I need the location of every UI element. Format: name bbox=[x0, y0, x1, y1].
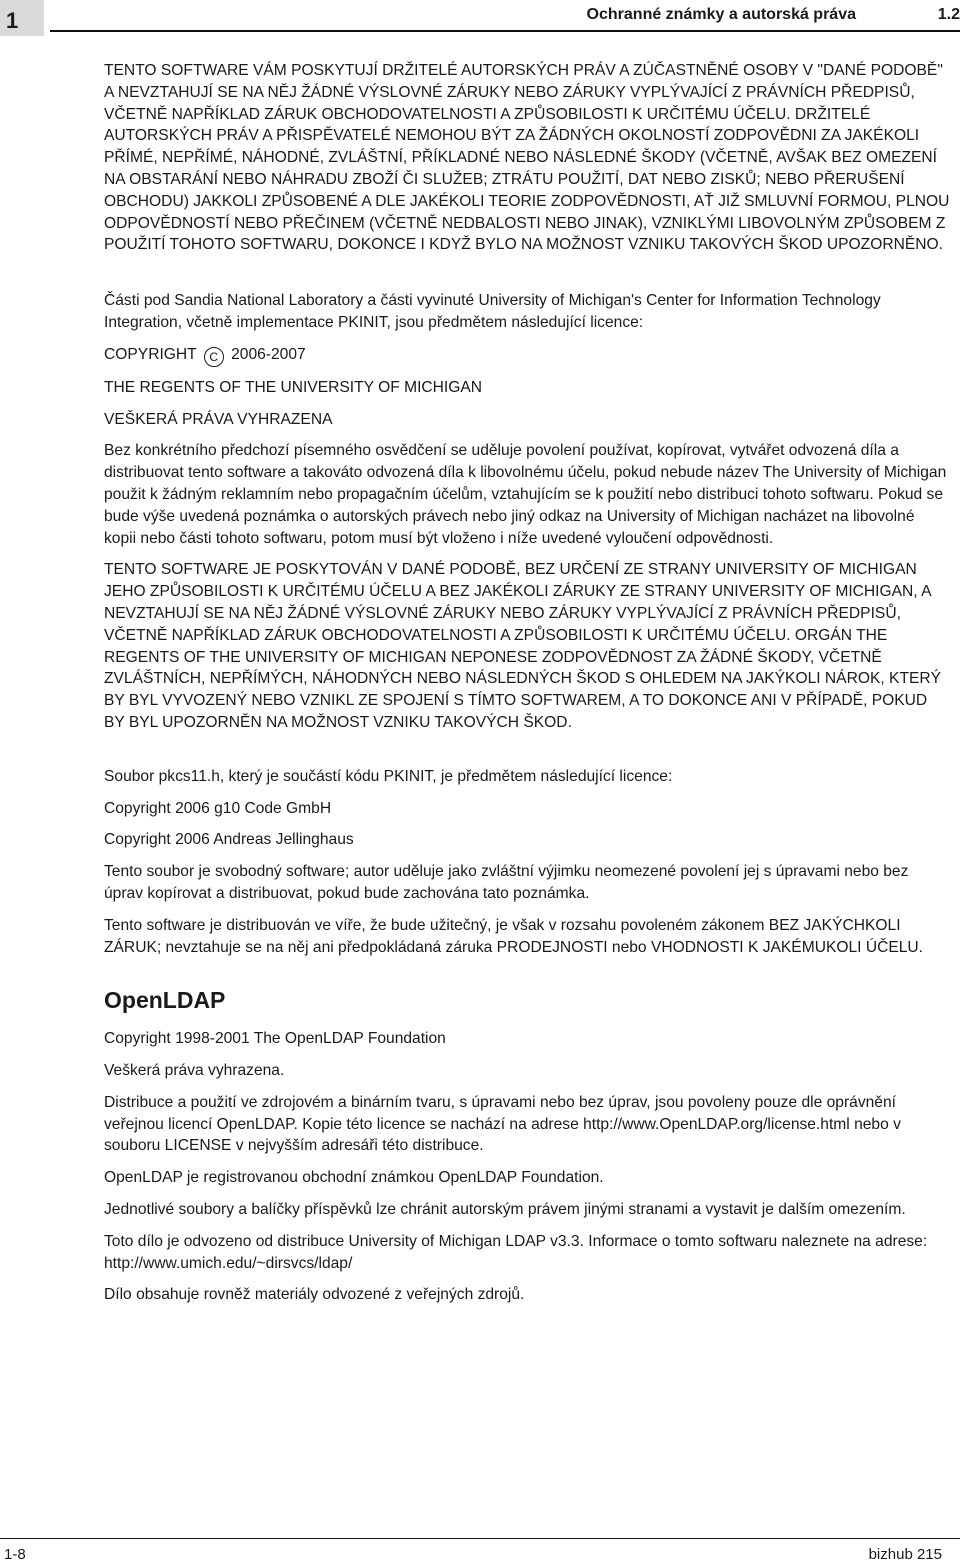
free-software-paragraph: Tento soubor je svobodný software; autor uděluje jako zvláštní výjimku neomezené povolení jej s úpravami nebo bez úprav kopírovat a distribuovat, pokud bude zachována tato poznámka. bbox=[104, 863, 909, 902]
openldap-heading: OpenLDAP bbox=[104, 987, 226, 1014]
chapter-title: Ochranné známky a autorská práva bbox=[586, 6, 856, 23]
rights-reserved-line: VEŠKERÁ PRÁVA VYHRAZENA bbox=[104, 410, 333, 428]
openldap-contrib-paragraph: Jednotlivé soubory a balíčky příspěvků lze chránit autorským právem jinými stranami a vystavit je dalším omezením. bbox=[104, 1201, 906, 1219]
g10-copyright-line: Copyright 2006 g10 Code GmbH bbox=[104, 799, 332, 817]
openldap-copyright-line: Copyright 1998-2001 The OpenLDAP Foundation bbox=[104, 1030, 446, 1048]
license-intro-paragraph: Části pod Sandia National Laboratory a části vyvinuté University of Michigan's Center for Information Technology Integration, včetně implementace PKINIT, jsou předmětem následující licence: bbox=[104, 292, 881, 331]
permission-paragraph: Bez konkrétního předchozí písemného osvědčení se uděluje povolení používat, kopírovat, vytvářet odvozená díla a distribuovat tento software a takováto odvozená díla k libovolnému účelu, pokud nebude název The University of Michigan použit k žádným reklamním nebo propagačním účelům, vztahujícím se k použití nebo distribuci tohoto softwaru. Pokud se bude výše uvedená poznámka o autorských právech nebo jiný odkaz na University of Michigan nacházet na libovolné kopii nebo části tohoto softwaru, potom musí být vloženo i níže uvedené vyloučení odpovědnosti. bbox=[104, 442, 947, 547]
warranty-paragraph: Tento software je distribuován ve víře, že bude užitečný, je však v rozsahu povoleném zákonem BEZ JAKÝCHKOLI ZÁRUK; nevztahuje se na něj ani předpokládaná záruka PRODEJNOSTI nebo VHODNOSTI K JAKÉMUKOLI ÚČELU. bbox=[104, 916, 924, 956]
copyright-prefix: COPYRIGHT bbox=[104, 345, 197, 363]
openldap-rights-line: Veškerá práva vyhrazena. bbox=[104, 1062, 285, 1080]
page-content bbox=[104, 60, 950, 1316]
product-name: bizhub 215 bbox=[868, 1546, 942, 1563]
chapter-number: 1 bbox=[0, 0, 44, 36]
copyright-line bbox=[104, 344, 950, 367]
header-rule bbox=[50, 30, 960, 32]
umich-disclaimer-paragraph: TENTO SOFTWARE JE POSKYTOVÁN V DANÉ PODOBĚ, BEZ URČENÍ ZE STRANY UNIVERSITY OF MICHIGAN JEHO ZPŮSOBILOSTI K URČITÉMU ÚČELU A BEZ JAKÉKOLI ZÁRUKY ZE STRANY UNIVERSITY OF MICHIGAN, A NEVZTAHUJÍ SE NA NĚJ ŽÁDNÉ VÝSLOVNÉ ZÁRUKY NEBO ZÁRUKY VYPLÝVAJÍCÍ Z PRÁVNÍCH PŘEDPISŮ, VČETNĚ NAPŘÍKLAD ZÁRUK OBCHODOVATELNOSTI A ZPŮSOBILOSTI K URČITÉMU ÚČELU. ORGÁN THE REGENTS OF THE UNIVERSITY OF MICHIGAN NEPONESE ZODPOVĚDNOST ZA ŽÁDNÉ ŠKODY, VČETNĚ ZVLÁŠTNÍCH, NEPŘÍMÝCH, NÁHODNÝCH NEBO NÁSLEDNÝCH ŠKOD S OHLEDEM NA JAKÝKOLI NÁROK, KTERÝ BY BYL VYVOZENÝ NEBO VZNIKL ZE SPOJENÍ S TÍMTO SOFTWAREM, A TO DOKONCE ANI V PŘÍPADĚ, POKUD BY BYL UPOZORNĚN NA MOŽNOST VZNIKU TAKOVÝCH ŠKOD. bbox=[104, 561, 942, 731]
openldap-distribution-paragraph: Distribuce a použití ve zdrojovém a binárním tvaru, s úpravami nebo bez úprav, jsou povoleny pouze dle oprávnění veřejnou licencí OpenLDAP. Kopie této licence se nachází na adrese http://www.OpenLDAP.org/license.html nebo v souboru LICENSE v nejvyšším adresáři této distribuce. bbox=[104, 1093, 901, 1155]
openldap-public-sources-paragraph: Dílo obsahuje rovněž materiály odvozené z veřejných zdrojů. bbox=[104, 1286, 525, 1304]
footer-rule bbox=[0, 1538, 960, 1539]
section-number: 1.2 bbox=[937, 6, 960, 23]
regents-line: THE REGENTS OF THE UNIVERSITY OF MICHIGAN bbox=[104, 378, 483, 396]
copyright-symbol-icon: C bbox=[204, 347, 224, 367]
pkcs11-intro-paragraph: Soubor pkcs11.h, který je součástí kódu PKINIT, je předmětem následující licence: bbox=[104, 767, 673, 785]
jellinghaus-copyright-line: Copyright 2006 Andreas Jellinghaus bbox=[104, 831, 354, 849]
disclaimer-paragraph: TENTO SOFTWARE VÁM POSKYTUJÍ DRŽITELÉ AUTORSKÝCH PRÁV A ZÚČASTNĚNÉ OSOBY V "DANÉ PODOBĚ" A NEVZTAHUJÍ SE NA NĚJ ŽÁDNÉ VÝSLOVNÉ ZÁRUKY NEBO ZÁRUKY VYPLÝVAJÍCÍ Z PRÁVNÍCH PŘEDPISŮ, VČETNĚ NAPŘÍKLAD ZÁRUK OBCHODOVATELNOSTI A ZPŮSOBILOSTI K URČITÉMU ÚČELU. DRŽITELÉ AUTORSKÝCH PRÁV A PŘISPĚVATELÉ NEMOHOU BÝT ZA ŽÁDNÝCH OKOLNOSTÍ ZODPOVĚDNI ZA JAKÉKOLI PŘÍMÉ, NEPŘÍMÉ, NÁHODNÉ, ZVLÁŠTNÍ, PŘÍKLADNÉ NEBO NÁSLEDNÉ ŠKODY (VČETNĚ, AVŠAK BEZ OMEZENÍ NA OBSTARÁNÍ NEBO NÁHRADU ZBOŽÍ ČI SLUŽEB; ZTRÁTU POUŽITÍ, DAT NEBO ZISKŮ; NEBO PŘERUŠENÍ OBCHODU) JAKKOLI ZPŮSOBENÉ A DLE JAKÉKOLI TEORIE ZODPOVĚDNOSTI, AŤ JIŽ SMLUVNÍ FORMOU, PLNOU ODPOVĚDNOSTÍ NEBO PŘEČINEM (VČETNĚ NEDBALOSTI NEBO JINAK), VZNIKLÝMI LIBOVOLNÝM ZPŮSOBEM Z POUŽITÍ TOHOTO SOFTWARU, DOKONCE I KDYŽ BYLO NA MOŽNOST VZNIKU TAKOVÝCH ŠKOD UPOZORNĚNO. bbox=[104, 62, 950, 254]
openldap-derived-paragraph: Toto dílo je odvozeno od distribuce University of Michigan LDAP v3.3. Informace o tomto softwaru naleznete na adrese: http://www.umich.edu/~dirsvcs/ldap/ bbox=[104, 1232, 928, 1272]
page-number: 1-8 bbox=[4, 1546, 26, 1563]
openldap-trademark-paragraph: OpenLDAP je registrovanou obchodní známkou OpenLDAP Foundation. bbox=[104, 1169, 604, 1187]
copyright-years: 2006-2007 bbox=[231, 345, 306, 363]
